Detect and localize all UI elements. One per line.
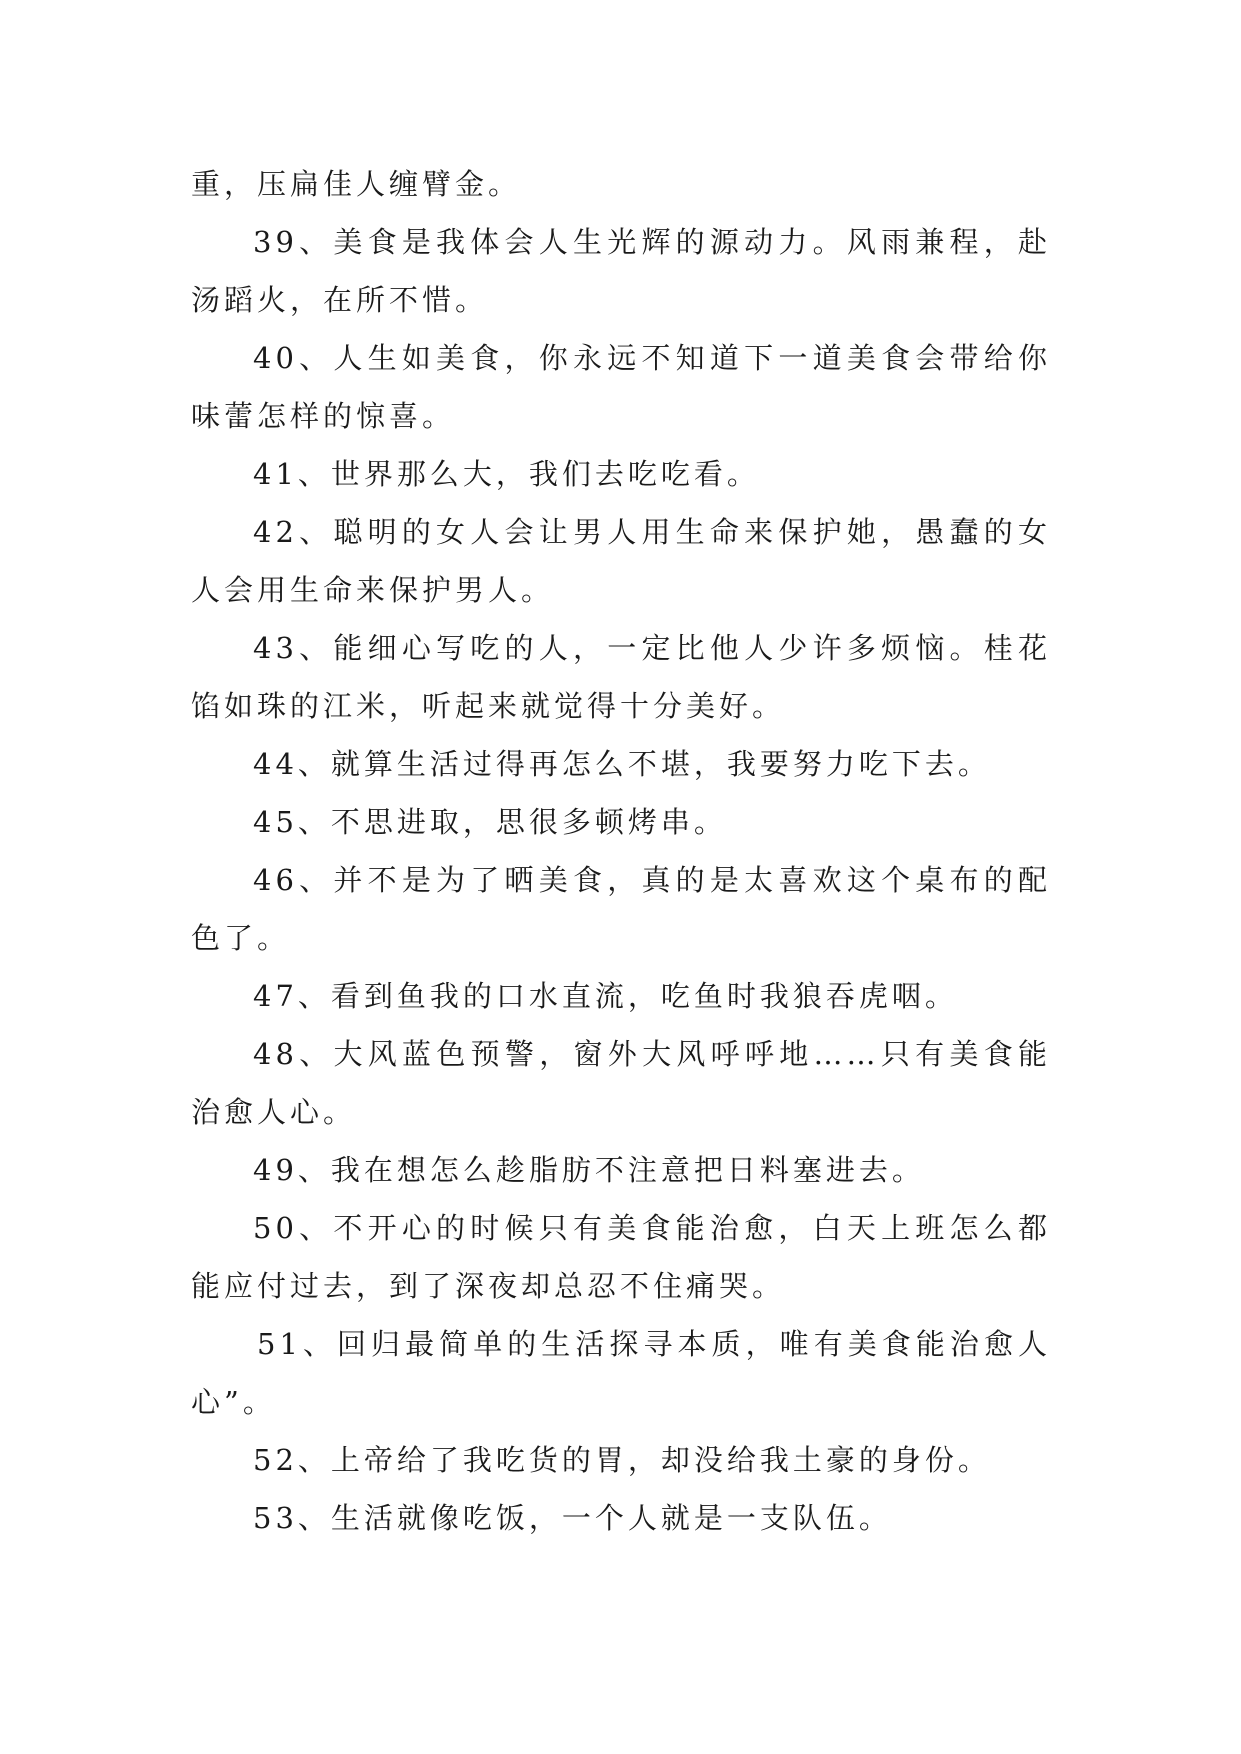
paragraph-53: 53、生活就像吃饭，一个人就是一支队伍。 <box>253 1501 892 1535</box>
paragraph-51: 51、回归最简单的生活探寻本质，唯有美食能治愈人心”。 <box>191 1327 1051 1419</box>
paragraph-40: 40、人生如美食，你永远不知道下一道美食会带给你味蕾怎样的惊喜。 <box>191 341 1051 433</box>
paragraph-42: 42、聪明的女人会让男人用生命来保护她，愚蠢的女人会用生命来保护男人。 <box>191 515 1051 607</box>
paragraph-43: 43、能细心写吃的人，一定比他人少许多烦恼。桂花馅如珠的江米，听起来就觉得十分美好。 <box>191 631 1051 723</box>
paragraph-52: 52、上帝给了我吃货的胃，却没给我土豪的身份。 <box>253 1443 991 1477</box>
paragraph-39: 39、美食是我体会人生光辉的源动力。风雨兼程，赴汤蹈火，在所不惜。 <box>191 225 1051 317</box>
paragraph-47: 47、看到鱼我的口水直流，吃鱼时我狼吞虎咽。 <box>253 979 958 1013</box>
document-body <box>191 155 1051 1547</box>
paragraph-44: 44、就算生活过得再怎么不堪，我要努力吃下去。 <box>253 747 991 781</box>
paragraph-continuation: 重，压扁佳人缠臂金。 <box>191 167 522 201</box>
paragraph-45: 45、不思进取，思很多顿烤串。 <box>253 805 727 839</box>
paragraph-41: 41、世界那么大，我们去吃吃看。 <box>253 457 760 491</box>
paragraph-50: 50、不开心的时候只有美食能治愈，白天上班怎么都能应付过去，到了深夜却总忍不住痛哭。 <box>191 1211 1051 1303</box>
paragraph-48: 48、大风蓝色预警，窗外大风呼呼地……只有美食能治愈人心。 <box>191 1037 1051 1129</box>
paragraph-46: 46、并不是为了晒美食，真的是太喜欢这个桌布的配色了。 <box>191 863 1051 955</box>
paragraph-49: 49、我在想怎么趁脂肪不注意把日料塞进去。 <box>253 1153 925 1187</box>
